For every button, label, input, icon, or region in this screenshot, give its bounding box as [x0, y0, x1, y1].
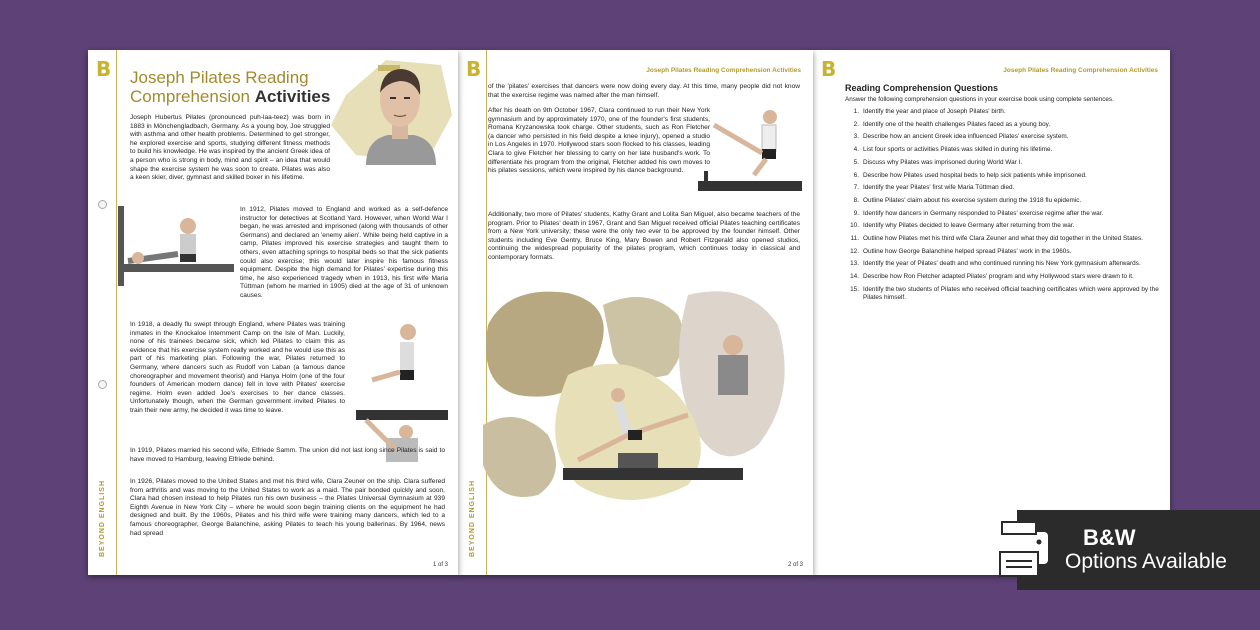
question-text: Identify the year of Pilates' death and who continued running his New York gymnasium afterwards. [863, 260, 1141, 268]
question-item [845, 172, 1161, 180]
question-text: Identify one of the health challenges Pilates faced as a young boy. [863, 120, 1051, 128]
question-text: Identify how dancers in Germany responded to Pilates' exercise regime after the war. [863, 209, 1104, 217]
bw-options-badge [1017, 510, 1260, 590]
question-item [845, 121, 1161, 129]
side-brand-label: BEYOND ENGLISH [469, 479, 476, 557]
paragraph-1918: In 1918, a deadly flu swept through England, where Pilates was training inmates in the Knockaloe Internment Camp on the Isle of Man. Luckily, none of his trainees became sick, which led Pilates to claim this as evidence that his exercise system really worked and he would use this as part of his marketing plan. Following the war, Pilates returned to Germany, where dancers such as Rudolf von Laban (a famous dance choreographer and movement theorist) and Hanya Holm (one of the four founders of American modern dance) fell in love with Pilates' exercise regime. Holm even added Joe's exercises to her dance classes. Unfortunately though, when the German government invited Pilates to train their new army, he decided it was time to leave. [130, 321, 345, 414]
paragraph-additionally: Additionally, two more of Pilates' students, Kathy Grant and Lolita San Miguel, also became teachers of the program. Prior to Pilates' death in 1967, Grant and San Miguel received official Pilates teaching certificates from a New York university; these were the only two ever to be approved by the founder himself. Other students including Eve Gentry, Bruce King, Mary Bowen and Robert Fitzgerald also opened studios, continuing the widespread popularity of the pilates program, which continues today in classical and contemporary formats. [488, 211, 800, 261]
page-number: 1 of 3 [432, 562, 448, 568]
running-header: Joseph Pilates Reading Comprehension Activities [1003, 67, 1158, 74]
page-number: 2 of 3 [787, 562, 803, 568]
question-text: Outline how Pilates met his third wife Clara Zeuner and what they did together in the United States. [863, 235, 1143, 243]
worksheet-page-1 [88, 50, 458, 575]
badge-subtitle: Options Available [1065, 550, 1227, 573]
question-number: 15. [850, 285, 859, 293]
printer-icon [984, 520, 1054, 580]
question-item [845, 133, 1161, 141]
question-text: Describe how an ancient Greek idea influenced Pilates' exercise system. [863, 133, 1069, 141]
question-number: 11. [850, 235, 859, 243]
question-item [845, 235, 1161, 243]
question-text: List four sports or activities Pilates was skilled in during his lifetime. [863, 146, 1053, 154]
intro-paragraph: Joseph Hubertus Pilates (pronounced puh-laa-teez) was born in 1883 in Mönchengladbach, Germany. As a young boy, Joe struggled with asthma and other health problems. Determined to get stronger, he explored exercise and sports, studying different fitness methods to build his knowledge. He was inspired by the ancient Greek idea of a person who is strong in body, mind and spirit – an idea that would shape the exercise system he was soon to create. Pilates was also a keen skier, diver, gymnast and skilled boxer in his lifetime. [130, 114, 330, 182]
pilates-photo-collage [478, 285, 798, 525]
question-item [845, 260, 1161, 268]
question-text: Describe how Ron Fletcher adapted Pilates' program and why Hollywood stars were drawn to it. [863, 273, 1134, 281]
question-text: Discuss why Pilates was imprisoned during World War I. [863, 158, 1023, 166]
question-number: 10. [850, 222, 859, 230]
running-header: Joseph Pilates Reading Comprehension Activities [646, 67, 801, 74]
question-number: 7. [853, 184, 859, 192]
question-item [845, 210, 1161, 218]
question-number: 9. [853, 209, 859, 217]
question-number: 3. [853, 133, 859, 141]
reformer-illustration [118, 206, 234, 286]
brand-logo-icon: B [466, 57, 482, 81]
question-item [845, 159, 1161, 167]
paragraph-1912: In 1912, Pilates moved to England and worked as a self-defence instructor for detectives at Scotland Yard. However, when World War I began, he was arrested and imprisoned (along with thousands of other Germans) and declared an 'enemy alien'. While being held captive in a camp, Pilates improved his exercise strategies and taught them to others, even attaching springs to hospital beds so that the sick patients could also exercise; this would later inspire his famous fitness equipment. Despite the high demand for Pilates' expertise during this time, he also experienced tragedy when in 1913, his first wife Maria Tüttman (whom he married in 1905) died at the age of 31 of unknown causes. [240, 206, 448, 299]
paragraph-1926: In 1926, Pilates moved to the United States and met his third wife, Clara Zeuner on the ship. Clara suffered from arthritis and was moving to the United States to work as a maid. The pair bonded quickly and soon, Clara had chosen instead to help Pilates run his own business – the Pilates Universal Gymnasium at 939 Eighth Avenue in New York City – where he would soon begin training clients on the equipment he had designed and built. By the 1960s, Pilates and his third wife were training many dancers, which led to a famous choreographer, George Balanchine, asking Pilates to teach his young ballerinas. By 1964, news had spread [130, 478, 445, 537]
question-text: Outline Pilates' claim about his exercise system during the 1918 flu epidemic. [863, 196, 1082, 204]
binder-hole [98, 200, 107, 209]
title-bold: Activities [254, 87, 331, 106]
question-number: 4. [853, 146, 859, 154]
question-number: 6. [853, 171, 859, 179]
question-text: Identify why Pilates decided to leave Germany after returning from the war. [863, 222, 1075, 230]
badge-title: B&W [1083, 525, 1136, 550]
worksheet-page-2 [458, 50, 813, 575]
binder-hole [98, 380, 107, 389]
question-number: 8. [853, 196, 859, 204]
question-number: 14. [850, 273, 859, 281]
question-number: 2. [853, 120, 859, 128]
question-item [845, 273, 1161, 281]
title-line-2: Comprehension [130, 87, 255, 106]
question-number: 5. [853, 158, 859, 166]
question-item [845, 248, 1161, 256]
brand-logo-icon: B [821, 57, 837, 81]
question-text: Describe how Pilates used hospital beds to help sick patients while imprisoned. [863, 171, 1087, 179]
question-number: 1. [853, 108, 859, 115]
worksheet-page-3 [813, 50, 1170, 575]
question-text: Identify the year Pilates' first wife Maria Tüttman died. [863, 184, 1015, 192]
question-text: Identify the year and place of Joseph Pilates' birth. [863, 108, 1006, 115]
portrait-illustration [326, 55, 452, 165]
paragraph-after-death: After his death on 9th October 1967, Clara continued to run their New York gymnasium and by approximately 1970, one of the founder's first students, Romana Kryzanowska took charge. Other students, such as Ron Fletcher (a dancer who persisted in his field despite a knee injury), opened a studio in Los Angeles in 1970. Hollywood stars soon flocked to his classes, leading Clara to give Fletcher her blessing to carry on her late husband's work. To differentiate his program from the original, Fletcher added his own moves to his pilates sessions, which were inspired by his dance background. [488, 107, 710, 175]
leg-lift-illustration [694, 105, 804, 197]
question-text: Outline how George Balanchine helped spread Pilates' work in the 1960s. [863, 247, 1072, 255]
questions-title: Reading Comprehension Questions [845, 83, 999, 93]
question-item [845, 222, 1161, 230]
question-item [845, 108, 1161, 116]
side-brand-label: BEYOND ENGLISH [99, 479, 106, 557]
brand-logo-icon: B [96, 57, 112, 81]
question-number: 13. [850, 260, 859, 268]
margin-line [116, 50, 117, 575]
paragraph-1919: In 1919, Pilates married his second wife, Elfriede Samm. The union did not last long since Pilates is said to have moved to Hamburg, leaving Elfriede behind. [130, 447, 445, 463]
page-title [130, 68, 340, 106]
title-line-1: Joseph Pilates Reading [130, 68, 309, 87]
questions-instruction: Answer the following comprehension questions in your exercise book using complete sentences. [845, 96, 1114, 103]
question-number: 12. [850, 247, 859, 255]
question-list [845, 108, 1161, 307]
question-item [845, 286, 1161, 303]
paragraph-dancers: of the 'pilates' exercises that dancers were now doing every day. At this time, many people did not know that the exercise regime was named after the man himself. [488, 83, 800, 99]
question-text: Identify the two students of Pilates who received official teaching certificates which were approved by the Pilates himself. [863, 285, 1159, 302]
question-item [845, 197, 1161, 205]
question-item [845, 146, 1161, 154]
question-item [845, 184, 1161, 192]
